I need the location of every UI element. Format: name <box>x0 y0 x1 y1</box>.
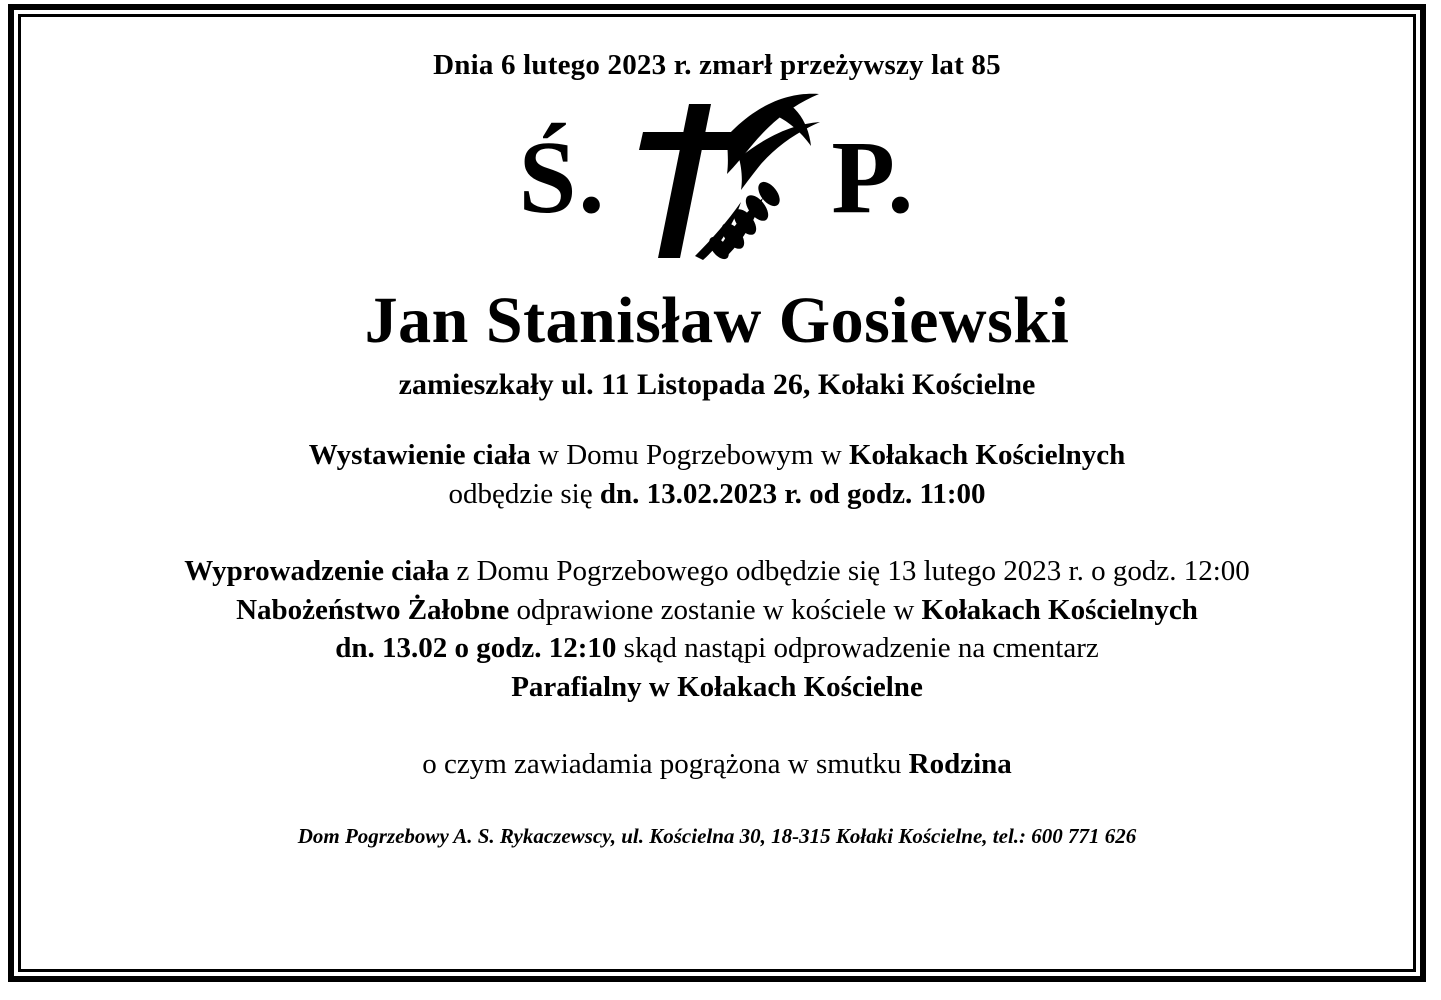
family-notice <box>61 745 1373 784</box>
ceremony-line-1 <box>61 552 1373 591</box>
mourning-notice-border <box>18 14 1416 972</box>
wake-details <box>61 436 1373 514</box>
ceremony-line-2-bold-a: Nabożeństwo Żałobne <box>236 593 510 626</box>
wake-line-1-normal: w Domu Pogrzebowym w <box>530 438 849 471</box>
wake-line-1-bold-b: Kołakach Kościelnych <box>848 438 1126 471</box>
family-line-normal: o czym zawiadamia pogrążona w smutku <box>422 748 909 781</box>
deceased-address: zamieszkały ul. 11 Listopada 26, Kołaki Kościelne <box>398 367 1036 401</box>
wake-line-2-bold: dn. 13.02.2023 r. od godz. 11:00 <box>599 477 986 510</box>
mourning-notice-frame <box>8 4 1426 982</box>
ceremony-line-4-bold: Parafialny w Kołakach Kościelne <box>511 671 923 704</box>
wake-line-1-bold-a: Wystawienie ciała <box>308 438 531 471</box>
funeral-home-footer: Dom Pogrzebowy A. S. Rykaczewscy, ul. Kościelna 30, 18-315 Kołaki Kościelne, tel.: 600 771 626 <box>297 823 1137 848</box>
ceremony-line-1-bold-a: Wyprowadzenie ciała <box>184 554 450 587</box>
wake-line-2 <box>61 475 1373 514</box>
death-date-line: Dnia 6 lutego 2023 r. zmarł przeżywszy lat 85 <box>433 49 1001 81</box>
ceremony-line-3 <box>61 629 1373 668</box>
cross-with-wheat-and-palm-icon <box>577 88 857 263</box>
ceremony-line-3-bold-a: dn. 13.02 o godz. 12:10 <box>335 632 617 665</box>
ceremony-line-3-normal: skąd nastąpi odprowadzenie na cmentarz <box>616 632 1099 665</box>
ceremony-line-2 <box>61 591 1373 630</box>
deceased-name: Jan Stanisław Gosiewski <box>364 284 1070 357</box>
wake-line-1 <box>61 436 1373 475</box>
sp-emblem <box>61 88 1373 278</box>
ceremony-line-2-bold-b: Kołakach Kościelnych <box>921 593 1198 626</box>
family-line-bold: Rodzina <box>908 748 1012 781</box>
mourning-notice-frame-inner-white <box>14 10 1420 976</box>
wake-line-2-normal: odbędzie się <box>448 477 600 510</box>
mourning-notice-body <box>21 17 1413 969</box>
ceremony-details <box>61 552 1373 707</box>
ceremony-line-4 <box>61 668 1373 707</box>
family-line <box>61 745 1373 784</box>
ceremony-line-2-normal: odprawione zostanie w kościele w <box>509 593 922 626</box>
ceremony-line-1-normal: z Domu Pogrzebowego odbędzie się 13 lutego 2023 r. o godz. 12:00 <box>449 554 1250 587</box>
sp-letter-right: P. <box>831 120 916 235</box>
sp-letter-left: Ś. <box>518 120 607 235</box>
